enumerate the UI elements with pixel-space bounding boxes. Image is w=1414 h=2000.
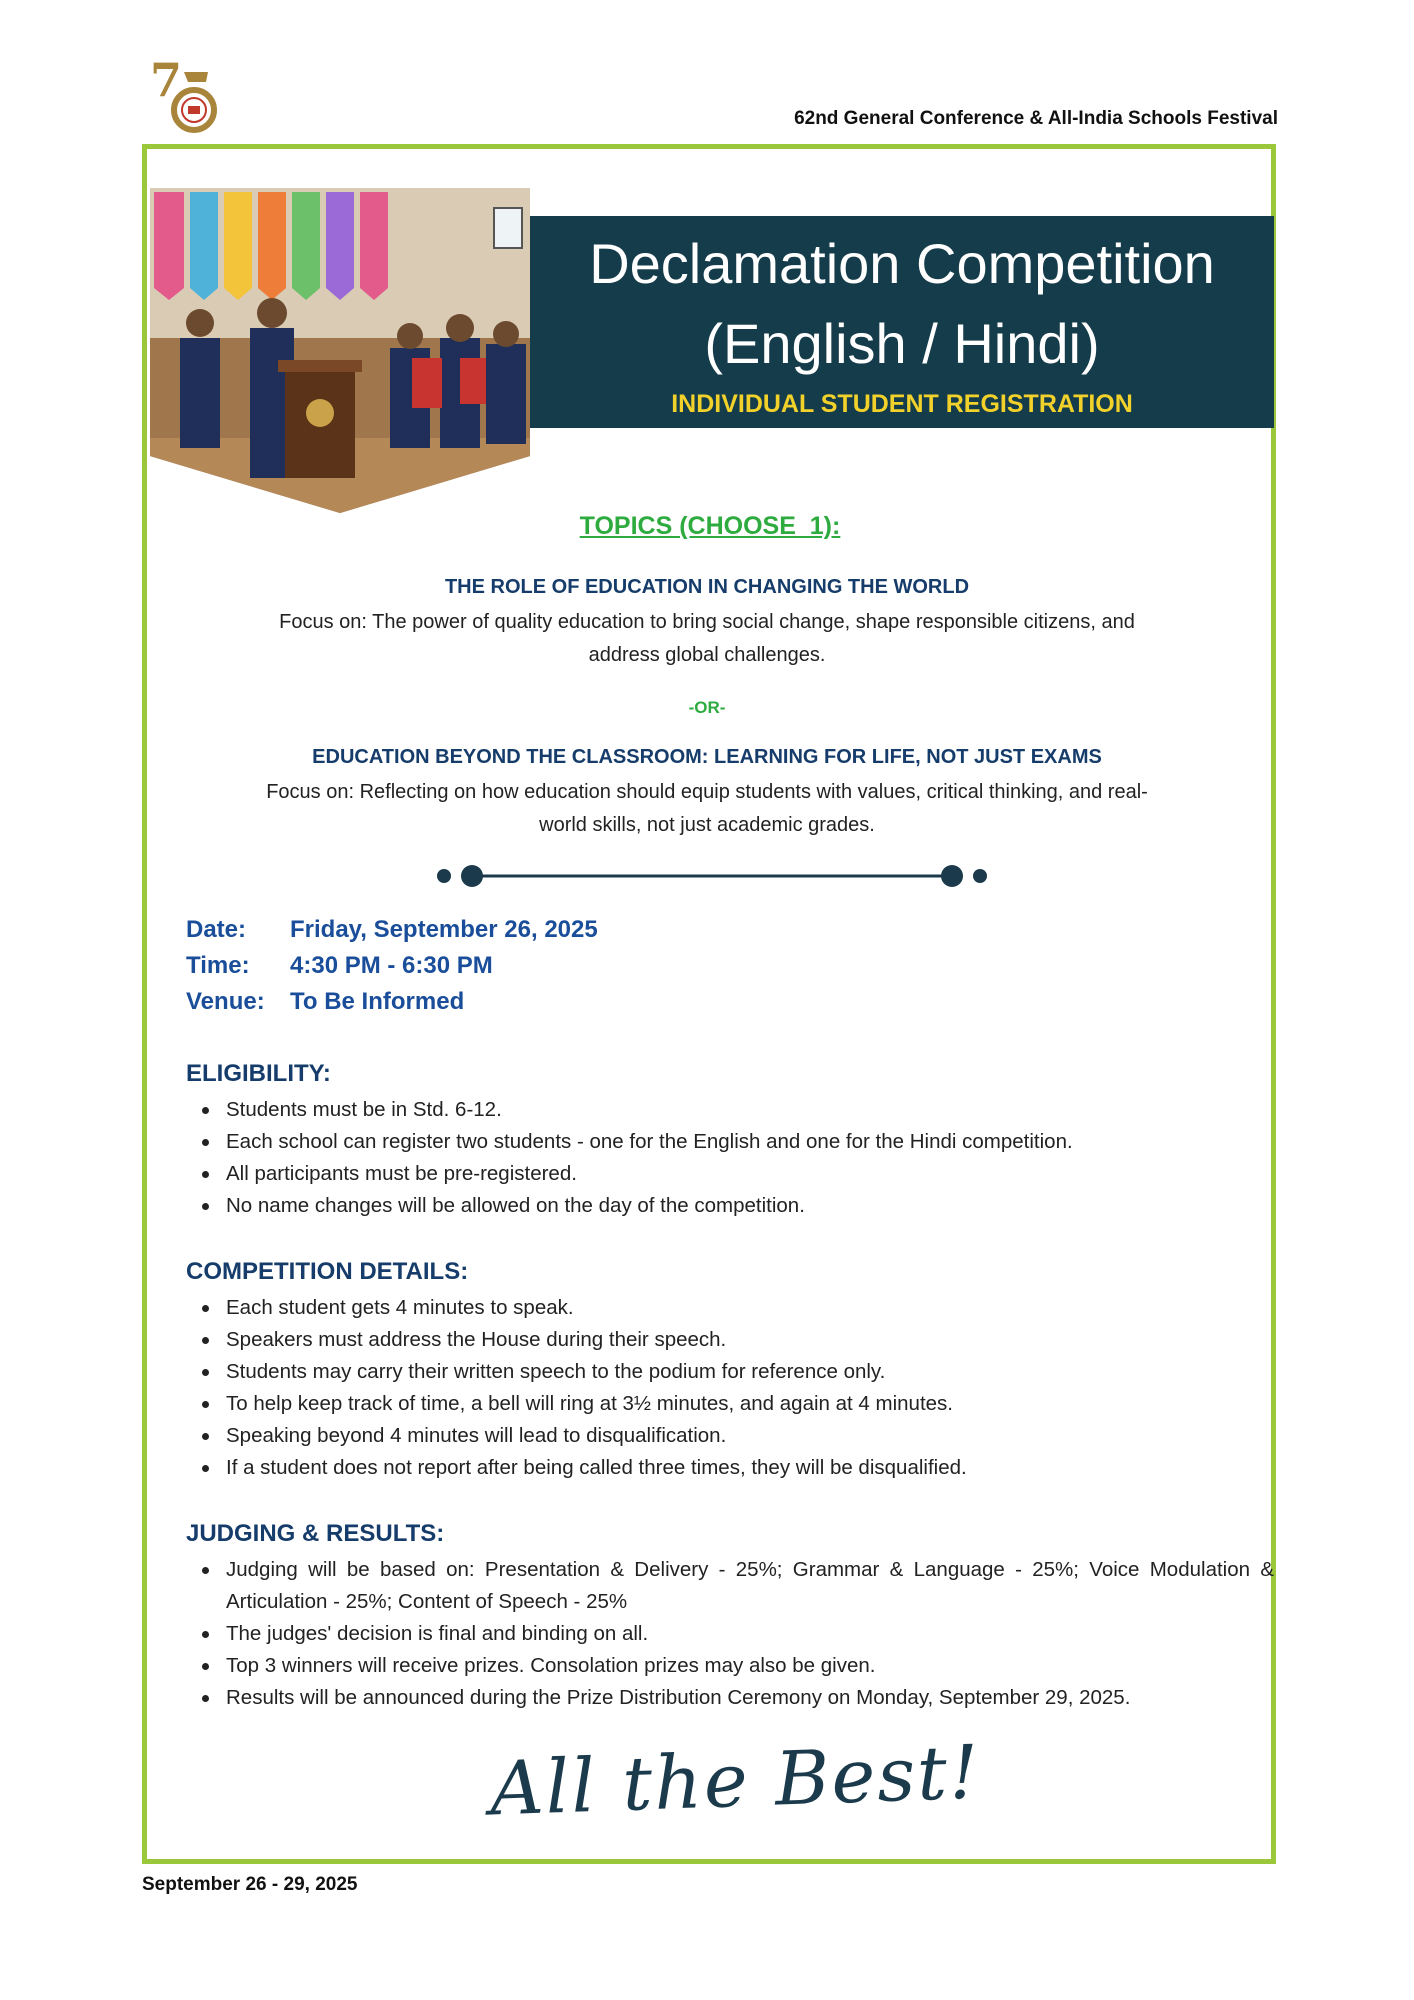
list-item: Results will be announced during the Prize Distribution Ceremony on Monday, September 29, 2025. xyxy=(226,1682,1274,1714)
list-item: No name changes will be allowed on the day of the competition. xyxy=(226,1190,1274,1222)
topic-2-focus-line2: world skills, not just academic grades. xyxy=(539,814,875,836)
list-item: Each school can register two students - one for the English and one for the Hindi competition. xyxy=(226,1126,1274,1158)
venue-label: Venue: xyxy=(186,988,265,1015)
date-value: Friday, September 26, 2025 xyxy=(290,916,598,943)
topic-2-focus-line1: Focus on: Reflecting on how education should equip students with values, critical thinking, and real- xyxy=(266,781,1148,803)
conference-header: 62nd General Conference & All-India Schools Festival xyxy=(794,108,1278,129)
all-the-best-script: All the Best! xyxy=(488,1729,982,1833)
list-item: Each student gets 4 minutes to speak. xyxy=(226,1292,1274,1324)
list-item: Students must be in Std. 6-12. xyxy=(226,1094,1274,1126)
title-banner xyxy=(530,216,1274,428)
judging-list xyxy=(186,1554,1274,1714)
event-time xyxy=(186,952,493,980)
competition-list xyxy=(186,1292,1274,1484)
banner-title-line2: (English / Hindi) xyxy=(704,312,1100,375)
list-item: Speakers must address the House during their speech. xyxy=(226,1324,1274,1356)
competition-heading: COMPETITION DETAILS: xyxy=(186,1258,469,1285)
list-item: Speaking beyond 4 minutes will lead to disqualification. xyxy=(226,1420,1274,1452)
topic-2-title: EDUCATION BEYOND THE CLASSROOM: LEARNING FOR LIFE, NOT JUST EXAMS xyxy=(312,746,1102,768)
eligibility-heading: ELIGIBILITY: xyxy=(186,1060,331,1087)
banner-title-line1: Declamation Competition xyxy=(589,232,1215,295)
list-item: To help keep track of time, a bell will ring at 3½ minutes, and again at 4 minutes. xyxy=(226,1388,1274,1420)
decorative-divider xyxy=(432,862,992,890)
topics-heading: TOPICS (CHOOSE 1): xyxy=(579,512,841,540)
event-venue xyxy=(186,988,464,1016)
date-label: Date: xyxy=(186,916,247,943)
time-value: 4:30 PM - 6:30 PM xyxy=(290,952,493,979)
eligibility-list xyxy=(186,1094,1274,1222)
or-separator: -OR- xyxy=(688,698,726,717)
topic-1-focus xyxy=(190,606,1224,672)
svg-text:7: 7 xyxy=(150,53,183,107)
venue-value: To Be Informed xyxy=(290,988,465,1015)
anniversary-75-logo xyxy=(148,52,226,136)
topic-2-focus xyxy=(190,776,1224,842)
list-item: If a student does not report after being called three times, they will be disqualified. xyxy=(226,1452,1274,1484)
list-item: Judging will be based on: Presentation & Delivery - 25%; Grammar & Language - 25%; Voice Modulation & Articulation - 25%; Content of Speech - 25% xyxy=(226,1554,1274,1618)
banner-subtitle: INDIVIDUAL STUDENT REGISTRATION xyxy=(671,390,1133,418)
list-item: The judges' decision is final and binding on all. xyxy=(226,1618,1274,1650)
judging-heading: JUDGING & RESULTS: xyxy=(186,1520,445,1547)
list-item: Students may carry their written speech to the podium for reference only. xyxy=(226,1356,1274,1388)
time-label: Time: xyxy=(186,952,250,979)
list-item: All participants must be pre-registered. xyxy=(226,1158,1274,1190)
list-item: Top 3 winners will receive prizes. Consolation prizes may also be given. xyxy=(226,1650,1274,1682)
topic-1-focus-line1: Focus on: The power of quality education to bring social change, shape responsible citizens, and xyxy=(279,611,1135,633)
topic-1-focus-line2: address global challenges. xyxy=(588,644,826,666)
students-declamation-photo xyxy=(150,188,530,513)
event-date xyxy=(186,916,598,944)
footer-dates: September 26 - 29, 2025 xyxy=(142,1874,358,1895)
topic-1-title: THE ROLE OF EDUCATION IN CHANGING THE WORLD xyxy=(444,576,970,598)
